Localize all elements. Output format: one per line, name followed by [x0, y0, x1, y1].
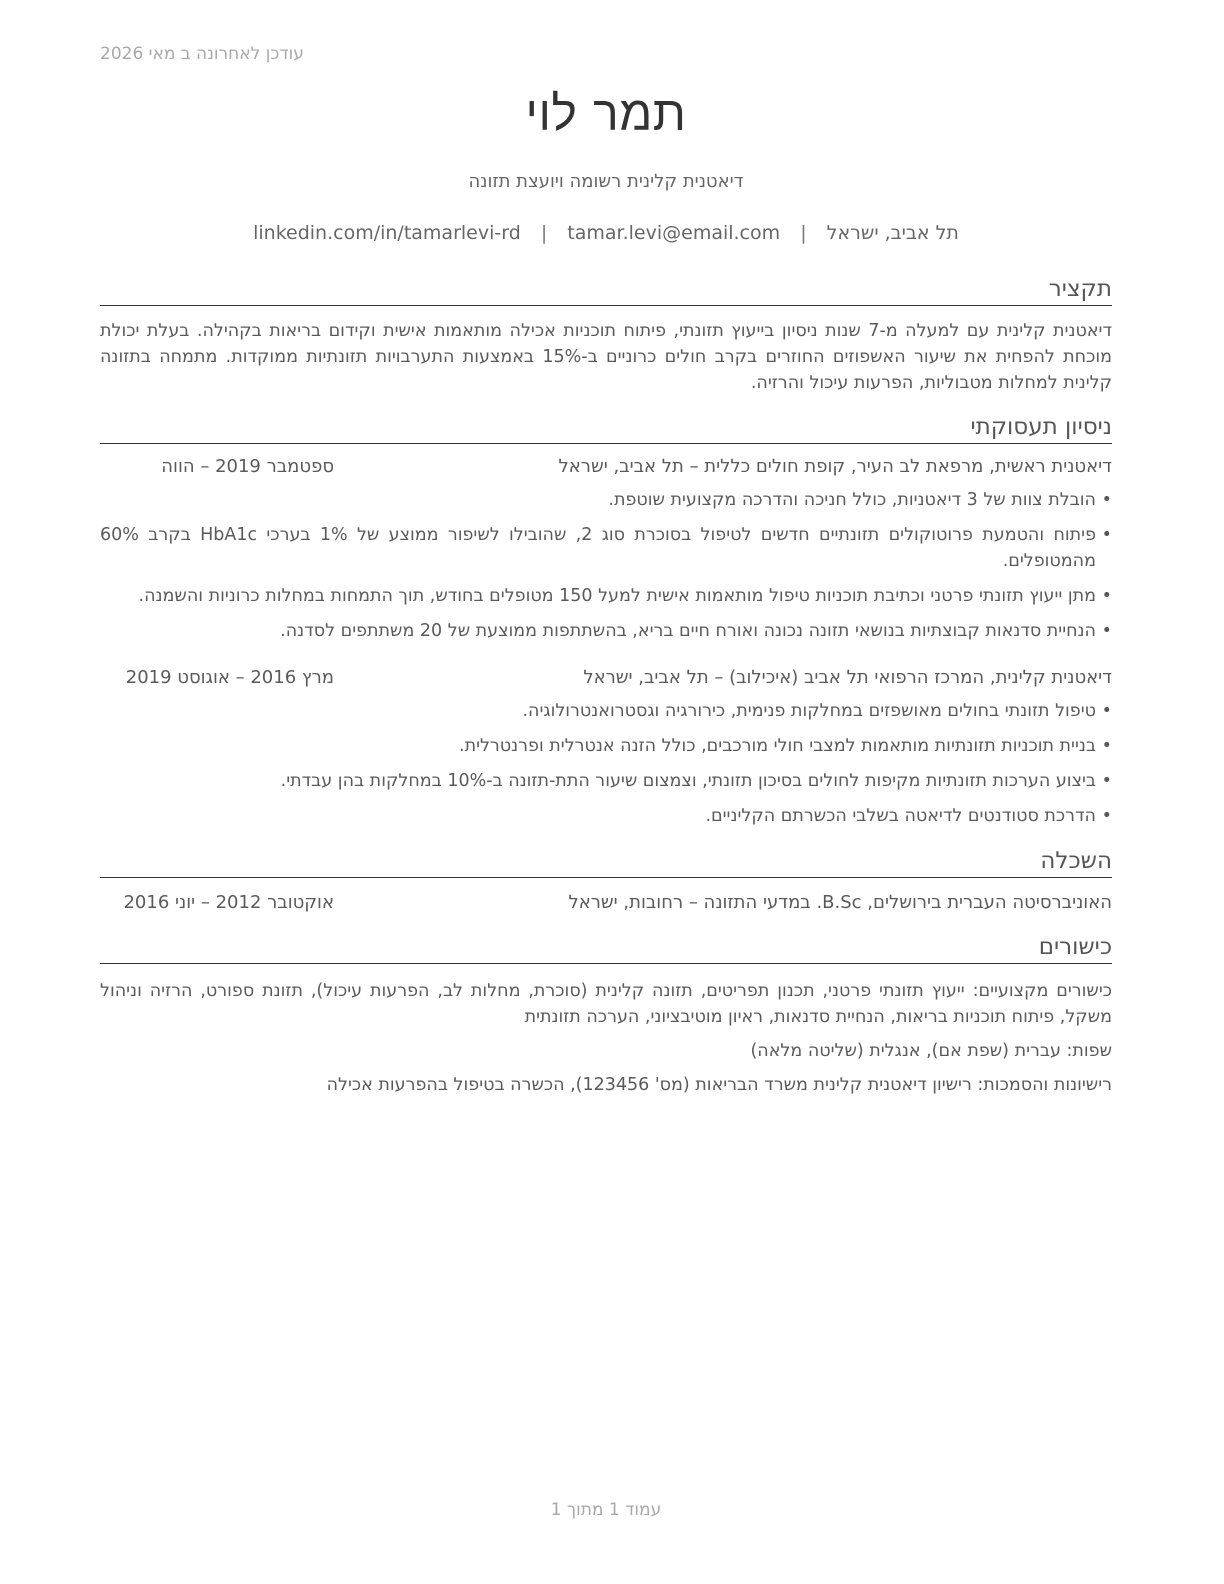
education-degree: האוניברסיטה העברית בירושלים, B.Sc. במדעי התזונה – רחובות, ישראל: [568, 892, 1112, 913]
contact-linkedin-link[interactable]: linkedin.com/in/tamarlevi-rd: [253, 222, 521, 244]
education-dates: אוקטובר 2012 – יוני 2016: [123, 892, 334, 913]
candidate-name: תמר לוי: [525, 86, 687, 142]
experience-section-title: ניסיון תעסוקתי: [100, 412, 1112, 444]
job-bullet: • הנחיית סדנאות קבוצתיות בנושאי תזונה נכונה ואורח חיים בריא, בהשתתפות ממוצעת של 20 משתתפים לסדנה.: [100, 618, 1112, 644]
candidate-headline: דיאטנית קלינית רשומה ויועצת תזונה: [468, 171, 744, 192]
education-entry: [100, 892, 1112, 918]
job-bullet: • מתן ייעוץ תזונתי פרטני וכתיבת תוכניות טיפול מותאמות אישית למעל 150 מטופלים בחודש, תוך התמחות במחלות כרוניות והשמנה.: [100, 583, 1112, 609]
contact-line: [100, 222, 1112, 244]
job-dates: מרץ 2016 – אוגוסט 2019: [125, 667, 334, 688]
job-header: [100, 456, 1112, 482]
contact-separator: |: [800, 222, 807, 244]
contact-separator: |: [540, 222, 548, 244]
education-section-title: השכלה: [100, 846, 1112, 878]
job-bullet-list: [100, 487, 1112, 653]
skills-professional: כישורים מקצועיים: ייעוץ תזונתי פרטני, תכנון תפריטים, תזונה קלינית (סוכרת, מחלות לב, הפרעות עיכול), תזונת ספורט, הרזיה וניהול משקל, פיתוח תוכניות בריאות, הנחיית סדנאות, ראיון מוטיבציוני, הערכה תזונתית: [100, 981, 1112, 1027]
summary-text: דיאטנית קלינית עם למעלה מ-7 שנות ניסיון בייעוץ תזונתי, פיתוח תוכניות אכילה מותאמות אישית וקידום בריאות בקהילה. בעלת יכולת מוכחת להפחית את שיעור האשפוזים החוזרים בקרב חולים כרוניים ב-15% באמצעות התערבויות תזונתיות ממוקדות. מתמחה בתזונה קלינית למחלות מטבוליות, הפרעות עיכול והרזיה.: [100, 321, 1112, 393]
page-number: עמוד 1 מתוך 1: [550, 1500, 662, 1520]
skills-languages: שפות: עברית (שפת אם), אנגלית (שליטה מלאה): [750, 1041, 1112, 1061]
job-header: [100, 667, 1112, 693]
contact-email-link[interactable]: tamar.levi@email.com: [567, 222, 781, 244]
last-updated-note: עודכן לאחרונה ב מאי 2026: [100, 44, 304, 64]
resume-page: [100, 0, 1112, 1584]
summary-section-title: תקציר: [100, 274, 1112, 306]
skills-section-title: כישורים: [100, 932, 1112, 964]
job-title: דיאטנית קלינית, המרכז הרפואי תל אביב (איכילוב) – תל אביב, ישראל: [583, 667, 1112, 688]
contact-location: תל אביב, ישראל: [826, 222, 959, 244]
job-dates: ספטמבר 2019 – הווה: [161, 456, 334, 477]
job-bullet: • הובלת צוות של 3 דיאטניות, כולל חניכה והדרכה מקצועית שוטפת.: [100, 487, 1112, 513]
job-bullet: • פיתוח והטמעת פרוטוקולים תזונתיים חדשים לטיפול בסוכרת סוג 2, שהובילו לשיפור ממוצע של 1% בערכי HbA1c בקרב 60% מהמטופלים.: [100, 522, 1112, 574]
job-bullet: • הדרכת סטודנטים לדיאטה בשלבי הכשרתם הקליניים.: [100, 803, 1112, 829]
job-bullet-list: [100, 698, 1112, 838]
job-title: דיאטנית ראשית, מרפאת לב העיר, קופת חולים כללית – תל אביב, ישראל: [558, 456, 1112, 477]
job-bullet: • בניית תוכניות תזונתיות מותאמות למצבי חולי מורכבים, כולל הזנה אנטרלית ופרנטרלית.: [100, 733, 1112, 759]
job-bullet: • טיפול תזונתי בחולים מאושפזים במחלקות פנימית, כירורגיה וגסטרואנטרולוגיה.: [100, 698, 1112, 724]
job-bullet: • ביצוע הערכות תזונתיות מקיפות לחולים בסיכון תזונתי, וצמצום שיעור התת-תזונה ב-10% במחלקות בהן עבדתי.: [100, 768, 1112, 794]
skills-licenses: רישיונות והסמכות: רישיון דיאטנית קלינית משרד הבריאות (מס' 123456), הכשרה בטיפול בהפרעות אכילה: [326, 1075, 1112, 1095]
